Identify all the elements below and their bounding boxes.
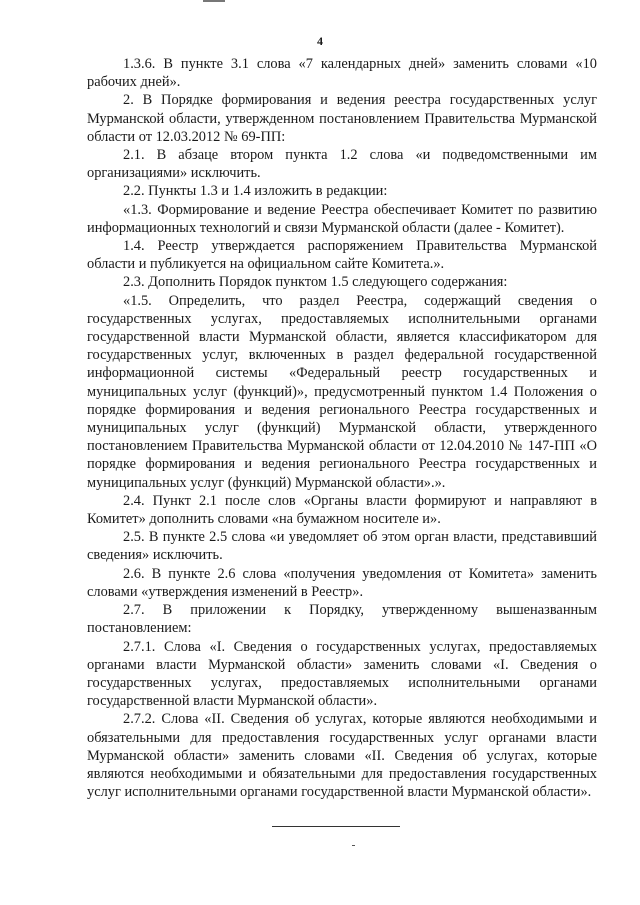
paragraph: 2.4. Пункт 2.1 после слов «Органы власти формируют и направляют в Комитет» дополнить словами «на бумажном носителе и». [87, 492, 597, 528]
document-body [87, 55, 597, 801]
paragraph: 1.3.6. В пункте 3.1 слова «7 календарных дней» заменить словами «10 рабочих дней». [87, 56, 597, 91]
paragraph: 2.1. В абзаце втором пункта 1.2 слова «и подведомственными им организациями» исключить. [87, 147, 597, 182]
paragraph: 2.2. Пункты 1.3 и 1.4 изложить в редакции: [123, 183, 388, 200]
paragraph: 2.3. Дополнить Порядок пунктом 1.5 следующего содержания: [123, 274, 508, 291]
paragraph: 2. В Порядке формирования и ведения реестра государственных услуг Мурманской области, утвержденном постановлением Правительства Мурманской области от 12.03.2012 № 69-ПП: [87, 92, 597, 145]
scan-mark [203, 0, 225, 2]
end-divider [272, 826, 400, 827]
paragraph: 1.4. Реестр утверждается распоряжением Правительства Мурманской области и публикуется на официальном сайте Комитета.». [87, 238, 597, 273]
paragraph: 2.7.2. Слова «II. Сведения об услугах, которые являются необходимыми и обязательными для предоставления государственных услуг органами власти Мурманской области» заменить словами «II. Сведения об услугах, которые являются необходимыми и обязательными для предоставления государственных услуг исполнительными органами государственной власти Мурманской области». [87, 711, 597, 801]
page-number: 4 [317, 34, 323, 48]
paragraph: 2.6. В пункте 2.6 слова «получения уведомления от Комитета» заменить словами «утверждения изменений в Реестр». [87, 565, 597, 600]
paragraph: 2.5. В пункте 2.5 слова «и уведомляет об этом орган власти, представивший сведения» исключить. [87, 529, 597, 564]
paragraph: 2.7. В приложении к Порядку, утвержденному вышеназванным постановлением: [87, 602, 597, 637]
paragraph: «1.3. Формирование и ведение Реестра обеспечивает Комитет по развитию информационных технологий и связи Мурманской области (далее - Комитет). [87, 201, 597, 236]
paragraph: «1.5. Определить, что раздел Реестра, содержащий сведения о государственных услугах, предоставляемых исполнительными органами государственной власти Мурманской области, является классификатором для государственных услуг, включенных в раздел федеральной государственной информационной системы «Федеральный реестр государственных и муниципальных услуг (функций)», предусмотренный пунктом 1.4 Положения о порядке формирования и ведения регионального Реестра государственных и муниципальных услуг (функций) Мурманской области, утвержденного постановлением Правительства Мурманской области от 12.04.2010 № 147-ПП «О порядке формирования и ведения регионального Реестра государственных и муниципальных услуг (функций) Мурманской области».». [87, 292, 597, 491]
scan-mark [352, 845, 355, 846]
paragraph: 2.7.1. Слова «I. Сведения о государственных услугах, предоставляемых органами власти Мурманской области» заменить словами «I. Сведения о государственных услугах, предоставляемых исполнительными органами государственной власти Мурманской области». [87, 638, 597, 710]
